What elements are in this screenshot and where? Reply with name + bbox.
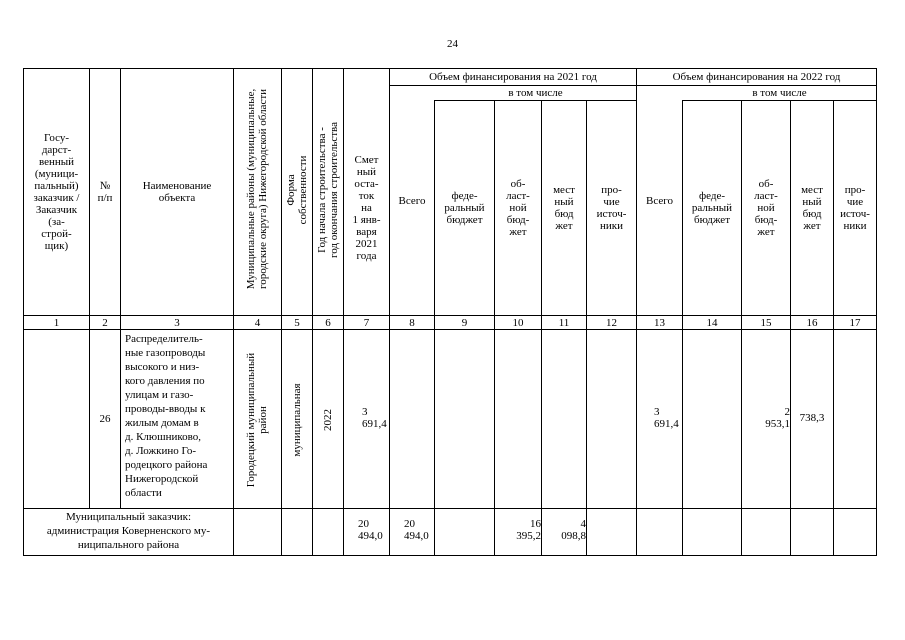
summary-local-2021: 4 098,8	[561, 518, 586, 542]
header-financing-2022: Объем финансирования на 2022 год	[672, 71, 841, 83]
header-other-2022: про- чие источ- ники	[840, 184, 870, 232]
header-construction-years: Год начала строительства - год окончания строительства	[316, 122, 340, 258]
header-federal-2021: феде- ральный бюджет	[444, 190, 485, 226]
regional-2022: 2 953,1	[765, 406, 790, 430]
page-number: 24	[447, 38, 458, 50]
header-federal-2022: феде- ральный бюджет	[691, 190, 733, 226]
ownership: муниципальная	[291, 383, 303, 457]
col-number: 5	[294, 316, 300, 329]
summary-regional-2021: 16 395,2	[516, 518, 541, 542]
col-number: 7	[363, 316, 370, 329]
col-number: 2	[102, 316, 108, 329]
col-number: 8	[409, 316, 415, 329]
col-number: 12	[606, 316, 617, 329]
col-number: 10	[512, 316, 524, 329]
col-number: 9	[461, 316, 468, 329]
col-number: 11	[558, 316, 570, 329]
district: Городецкий муниципальный район	[245, 352, 269, 488]
header-customer: Госу- дарст- венный (муници- пальный) заказчик / Заказчик (за- строй- щик)	[33, 132, 80, 252]
col-number: 16	[806, 316, 818, 329]
row-number: 26	[99, 413, 111, 425]
header-including-2022: в том числе	[752, 87, 807, 99]
local-2022: 738,3	[799, 412, 825, 424]
col-number: 17	[849, 316, 861, 329]
header-object-name: Наименование объекта	[142, 180, 212, 204]
header-estimate-remainder: Смет ный оста- ток на 1 янв- варя 2021 года	[352, 154, 381, 262]
col-number: 13	[654, 316, 665, 329]
col-number: 6	[325, 316, 331, 329]
header-regional-2021: об- ласт- ной бюд- жет	[506, 178, 530, 238]
header-local-2022: мест ный бюд жет	[801, 184, 823, 232]
header-total-2021: Всего	[398, 194, 426, 207]
header-regional-2022: об- ласт- ной бюд- жет	[754, 178, 778, 238]
col-number: 14	[706, 316, 718, 329]
header-financing-2021: Объем финансирования на 2021 год	[429, 71, 597, 83]
header-including-2021: в том числе	[508, 87, 563, 99]
header-other-2021: про- чие источ- ники	[596, 184, 627, 232]
col-number: 3	[174, 316, 180, 329]
object-name: Распределитель- ные газопроводы высокого и низ- кого давления по улицам и газо- проводы-вводы к жилым домам в д. Клюшниково, д. Ложкино Го- родецкого района Нижегородской области	[125, 333, 208, 499]
col-number: 15	[760, 316, 772, 329]
summary-estimate: 20 494,0	[358, 518, 383, 542]
header-ownership-form: Форма собственности	[285, 155, 309, 225]
header-number: № п/п	[97, 180, 113, 204]
summary-total-2021: 20 494,0	[404, 518, 429, 542]
estimate-remainder: 3 691,4	[362, 406, 387, 430]
total-2022: 3 691,4	[654, 406, 679, 430]
summary-label: Муниципальный заказчик: администрация Коверненского му- ниципального района	[46, 511, 211, 551]
col-number: 4	[254, 316, 261, 329]
header-municipal-districts: Муниципальные районы (муниципальные, городские округа) Нижегородской области	[245, 88, 269, 290]
header-local-2021: мест ный бюд жет	[553, 184, 575, 232]
col-number: 1	[53, 316, 60, 329]
year: 2022	[322, 409, 334, 431]
header-total-2022: Всего	[646, 194, 673, 207]
